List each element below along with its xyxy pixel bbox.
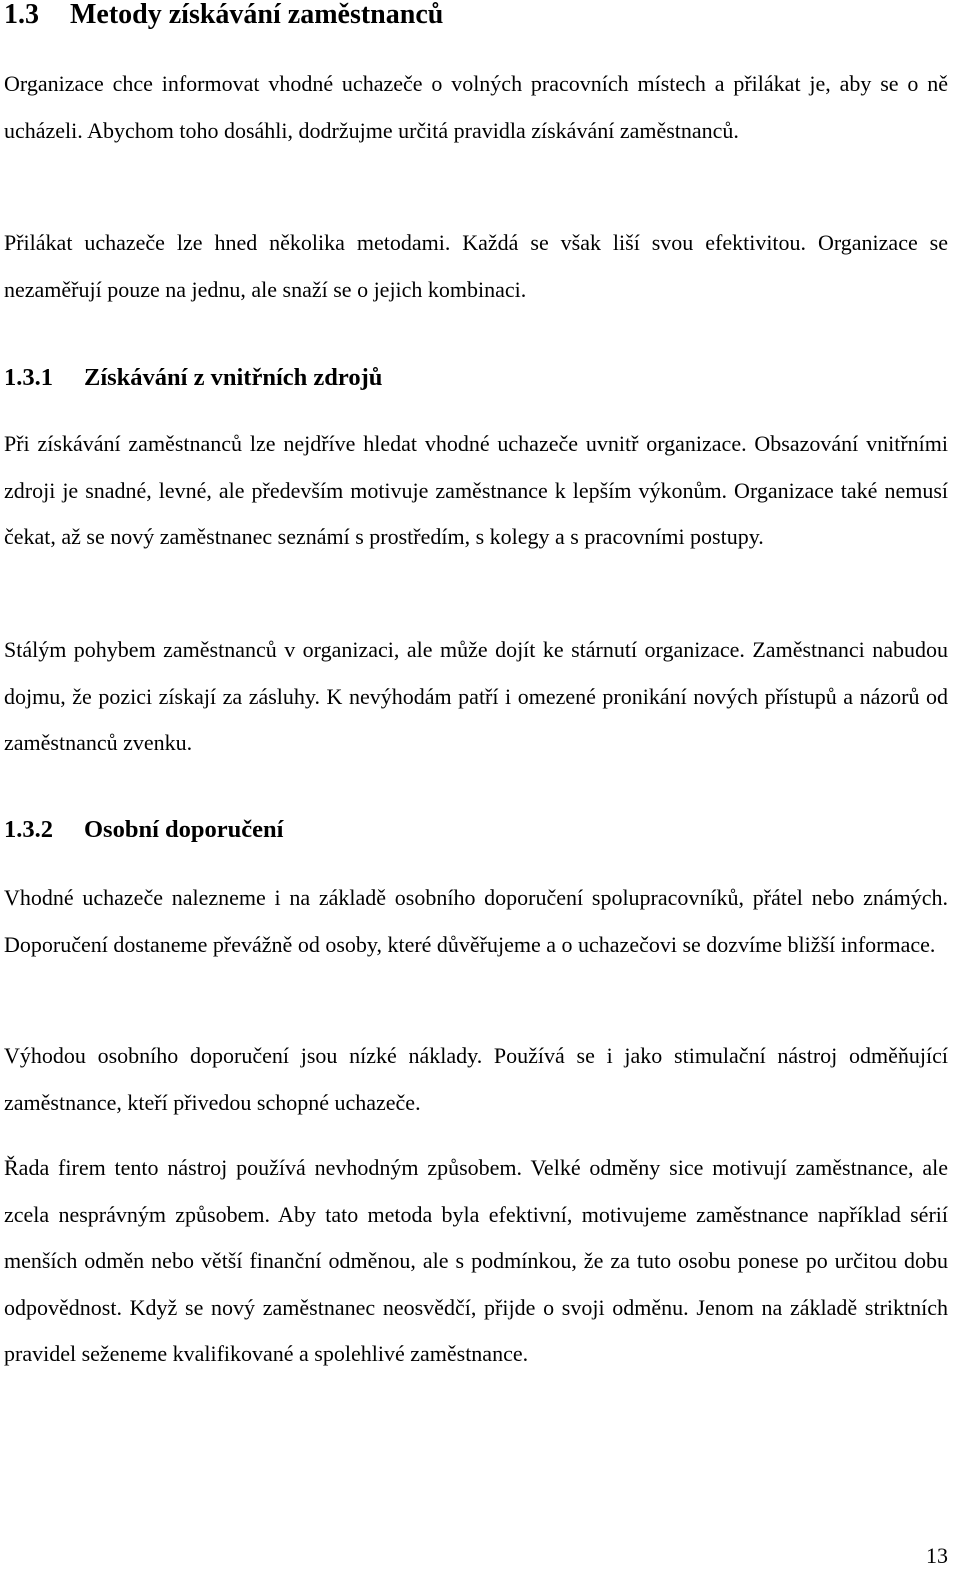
page-number: 13 xyxy=(926,1543,948,1568)
subsection-heading xyxy=(4,361,382,395)
paragraph: Organizace chce informovat vhodné uchazeče o volných pracovních místech a přilákat je, aby se o ně ucházeli. Abychom toho dosáhli, dodržujme určitá pravidla získávání zaměstnanců. xyxy=(4,71,948,143)
subsection-number: 1.3.1 xyxy=(4,364,53,391)
subsection-heading xyxy=(4,813,283,847)
paragraph: Řada firem tento nástroj používá nevhodným způsobem. Velké odměny sice motivují zaměstnance, ale zcela nesprávným způsobem. Aby tato metoda byla efektivní, motivujeme zaměstnance například sérií menších odměn nebo větší finanční odměnou, ale s podmínkou, že za tuto osobu ponese po určitou dobu odpovědnost. Když se nový zaměstnanec neosvědčí, přijde o svoji odměnu. Jenom na základě striktních pravidel seženeme kvalifikované a spolehlivé zaměstnance. xyxy=(4,1155,948,1366)
section-heading xyxy=(4,0,443,35)
subsection-title: Získávání z vnitřních zdrojů xyxy=(84,364,383,391)
paragraph: Při získávání zaměstnanců lze nejdříve hledat vhodné uchazeče uvnitř organizace. Obsazování vnitřními zdroji je snadné, levné, ale především motivuje zaměstnance k lepším výkonům. Organizace také nemusí čekat, až se nový zaměstnanec seznámí s prostředím, s kolegy a s pracovními postupy. xyxy=(4,431,948,549)
section-title: Metody získávání zaměstnanců xyxy=(70,0,444,30)
section-number: 1.3 xyxy=(4,0,39,30)
paragraph: Výhodou osobního doporučení jsou nízké náklady. Používá se i jako stimulační nástroj odměňující zaměstnance, kteří přivedou schopné uchazeče. xyxy=(4,1043,948,1115)
paragraph: Stálým pohybem zaměstnanců v organizaci, ale může dojít ke stárnutí organizace. Zaměstnanci nabudou dojmu, že pozici získají za zásluhy. K nevýhodám patří i omezené pronikání nových přístupů a názorů od zaměstnanců zvenku. xyxy=(4,637,948,755)
subsection-title: Osobní doporučení xyxy=(84,816,284,843)
subsection-number: 1.3.2 xyxy=(4,816,53,843)
paragraph: Vhodné uchazeče nalezneme i na základě osobního doporučení spolupracovníků, přátel nebo známých. Doporučení dostaneme převážně od osoby, které důvěřujeme a o uchazečovi se dozvíme bližší informace. xyxy=(4,885,948,957)
paragraph: Přilákat uchazeče lze hned několika metodami. Každá se však liší svou efektivitou. Organizace se nezaměřují pouze na jednu, ale snaží se o jejich kombinaci. xyxy=(4,230,948,302)
